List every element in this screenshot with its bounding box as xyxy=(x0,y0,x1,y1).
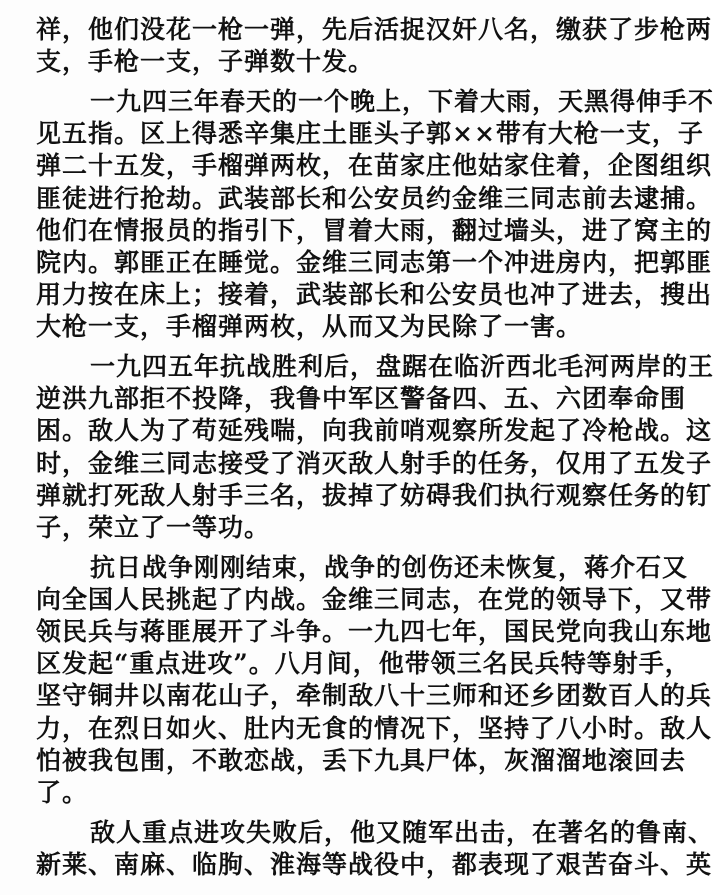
text-line-26: 新莱、南麻、临朐、淮海等战役中，都表现了艰苦奋斗、英 xyxy=(36,850,713,879)
text-line-8: 院内。郭匪正在睡觉。金维三同志第一个冲进房内，把郭匪 xyxy=(36,248,713,277)
text-line-7: 他们在情报员的指引下，冒着大雨，翻过墙头，进了窝主的 xyxy=(36,216,713,245)
text-line-6: 匪徒进行抢劫。武装部长和公安员约金维三同志前去逮捕。 xyxy=(36,184,713,213)
text-line-23: 怕被我包围，不敢恋战，丢下九具尸体，灰溜溜地滚回去 xyxy=(36,746,687,775)
text-line-18: 向全国人民挑起了内战。金维三同志，在党的领导下，又带 xyxy=(36,585,713,614)
text-line-24: 了。 xyxy=(36,778,89,807)
text-line-11: 一九四五年抗战胜利后，盘踞在临沂西北毛河两岸的王 xyxy=(90,352,714,381)
text-line-14: 时，金维三同志接受了消灭敌人射手的任务，仅用了五发子 xyxy=(36,449,713,478)
text-line-20: 区发起“重点进攻”。八月间，他带领三名民兵特等射手， xyxy=(36,649,691,678)
text-line-19: 领民兵与蒋匪展开了斗争。一九四七年，国民党向我山东地 xyxy=(36,617,713,646)
text-line-1: 祥，他们没花一枪一弹，先后活捉汉奸八名，缴获了步枪两 xyxy=(36,15,713,44)
text-line-17: 抗日战争刚刚结束，战争的创伤还未恢复，蒋介石又 xyxy=(90,553,689,582)
text-line-5: 弹二十五发，手榴弹两枚，在苗家庄他姑家住着，企图组织 xyxy=(36,151,713,180)
text-line-2: 支，手枪一支，子弹数十发。 xyxy=(36,47,375,76)
text-line-15: 弹就打死敌人射手三名，拔掉了妨碍我们执行观察任务的钉 xyxy=(36,481,713,510)
text-line-10: 大枪一支，手榴弹两枚，从而又为民除了一害。 xyxy=(36,312,583,341)
text-line-3: 一九四三年春天的一个晚上，下着大雨，天黑得伸手不 xyxy=(90,87,714,116)
text-line-21: 坚守铜井以南花山子，牵制敌八十三师和还乡团数百人的兵 xyxy=(36,681,713,710)
text-line-12: 逆洪九部拒不投降，我鲁中军区警备四、五、六团奉命围 xyxy=(36,384,687,413)
text-line-22: 力，在烈日如火、肚内无食的情况下，坚持了八小时。敌人 xyxy=(36,714,713,743)
text-line-25: 敌人重点进攻失败后，他又随军出击，在著名的鲁南、 xyxy=(90,818,714,847)
text-line-16: 子，荣立了一等功。 xyxy=(36,513,271,542)
text-line-4: 见五指。区上得悉辛集庄土匪头子郭××带有大枪一支，子 xyxy=(36,119,704,148)
text-line-13: 困。敌人为了苟延残喘，向我前哨观察所发起了冷枪战。这 xyxy=(36,416,713,445)
text-line-9: 用力按在床上；接着，武装部长和公安员也冲了进去，搜出 xyxy=(36,280,713,309)
